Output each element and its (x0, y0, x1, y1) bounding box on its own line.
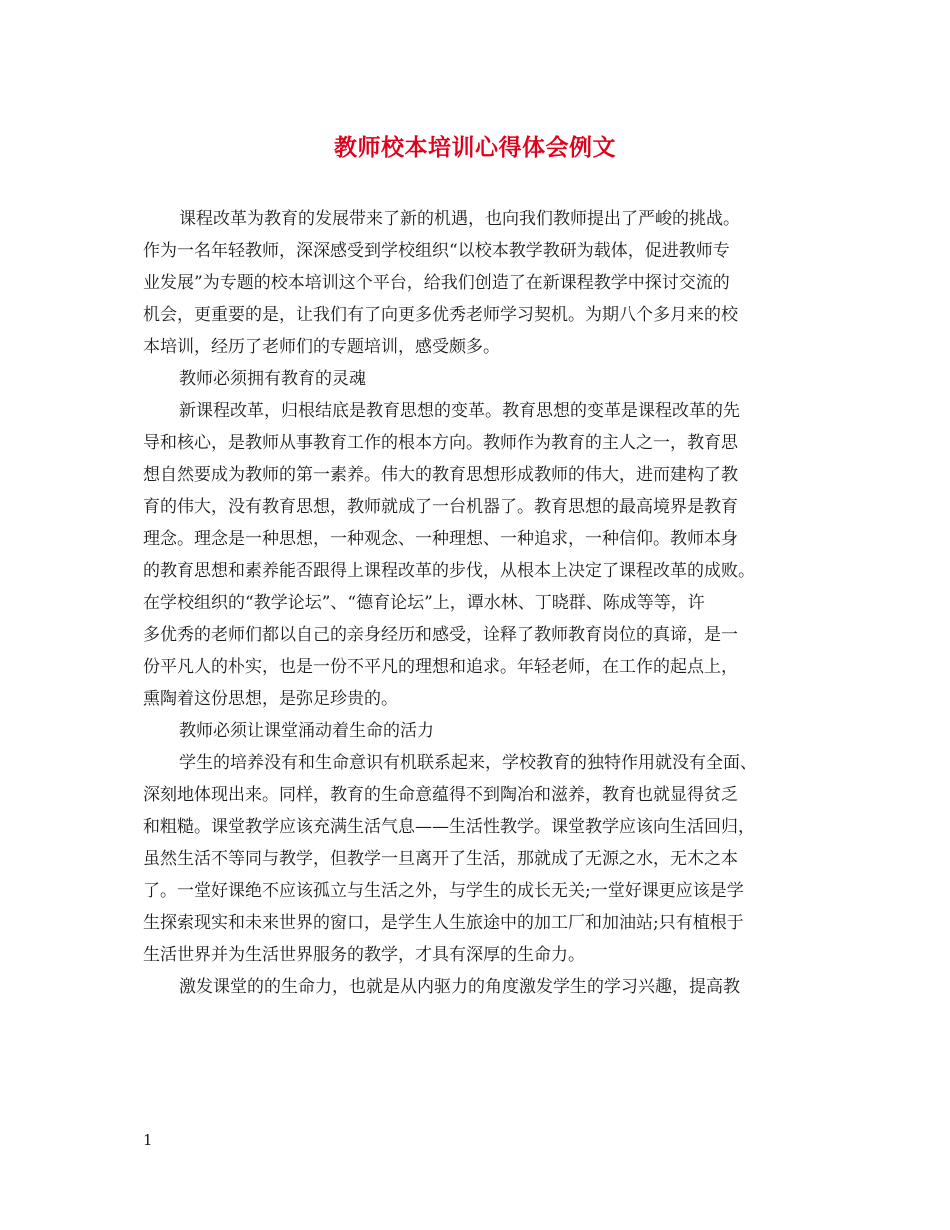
text-line: 课程改革为教育的发展带来了新的机遇，也向我们教师提出了严峻的挑战。 (179, 209, 740, 229)
text-line: 生探索现实和未来世界的窗口，是学生人生旅途中的加工厂和加油站;只有植根于 (143, 913, 744, 933)
text-line: 育的伟大，没有教育思想，教师就成了一台机器了。教育思想的最高境界是教育 (143, 497, 738, 517)
page-number: 1 (143, 1131, 153, 1149)
text-line: 导和核心，是教师从事教育工作的根本方向。教师作为教育的主人之一，教育思 (143, 433, 738, 453)
text-line: 了。一堂好课绝不应该孤立与生活之外，与学生的成长无关;一堂好课更应该是学 (143, 881, 744, 901)
section-heading (143, 715, 823, 747)
text-line: 想自然要成为教师的第一素养。伟大的教育思想形成教师的伟大，进而建构了教 (143, 465, 738, 485)
text-line: 熏陶着这份思想，是弥足珍贵的。 (143, 689, 398, 709)
text-line: 新课程改革，归根结底是教育思想的变革。教育思想的变革是课程改革的先 (179, 401, 740, 421)
text-line: 深刻地体现出来。同样，教育的生命意蕴得不到陶冶和滋养，教育也就显得贫乏 (143, 785, 738, 805)
text-line: 作为一名年轻教师，深深感受到学校组织“以校本教学教研为载体，促进教师专 (143, 241, 730, 261)
paragraph-motivation (143, 971, 823, 1003)
text-line: 理念。理念是一种思想，一种观念、一种理想、一种追求，一种信仰。教师本身 (143, 529, 738, 549)
text-line: 多优秀的老师们都以自己的亲身经历和感受，诠释了教师教育岗位的真谛，是一 (143, 625, 738, 645)
text-line: 在学校组织的“教学论坛”、“德育论坛”上，谭水林、丁晓群、陈成等等，许 (143, 593, 705, 613)
document-body (143, 203, 823, 1003)
text-line: 本培训，经历了老师们的专题培训，感受颇多。 (143, 337, 500, 357)
paragraph-classroom-life (143, 747, 823, 971)
paragraph-intro (143, 203, 823, 363)
text-line: 教师必须拥有教育的灵魂 (179, 369, 366, 389)
text-line: 激发课堂的的生命力，也就是从内驱力的角度激发学生的学习兴趣，提高教 (179, 977, 740, 997)
document-title: 教师校本培训心得体会例文 (334, 134, 616, 161)
text-line: 业发展”为专题的校本培训这个平台，给我们创造了在新课程教学中探讨交流的 (143, 273, 730, 293)
text-line: 份平凡人的朴实，也是一份不平凡的理想和追求。年轻老师，在工作的起点上， (143, 657, 738, 677)
paragraph-education-thought (143, 395, 823, 715)
section-heading (143, 363, 823, 395)
text-line: 和粗糙。课堂教学应该充满生活气息——生活性教学。课堂教学应该向生活回归， (143, 817, 755, 837)
text-line: 生活世界并为生活世界服务的教学，才具有深厚的生命力。 (143, 945, 585, 965)
text-line: 机会，更重要的是，让我们有了向更多优秀老师学习契机。为期八个多月来的校 (143, 305, 738, 325)
text-line: 的教育思想和素养能否跟得上课程改革的步伐，从根本上决定了课程改革的成败。 (143, 561, 755, 581)
text-line: 虽然生活不等同与教学，但教学一旦离开了生活，那就成了无源之水，无木之本 (143, 849, 738, 869)
text-line: 教师必须让课堂涌动着生命的活力 (179, 721, 434, 741)
text-line: 学生的培养没有和生命意识有机联系起来，学校教育的独特作用就没有全面、 (179, 753, 757, 773)
